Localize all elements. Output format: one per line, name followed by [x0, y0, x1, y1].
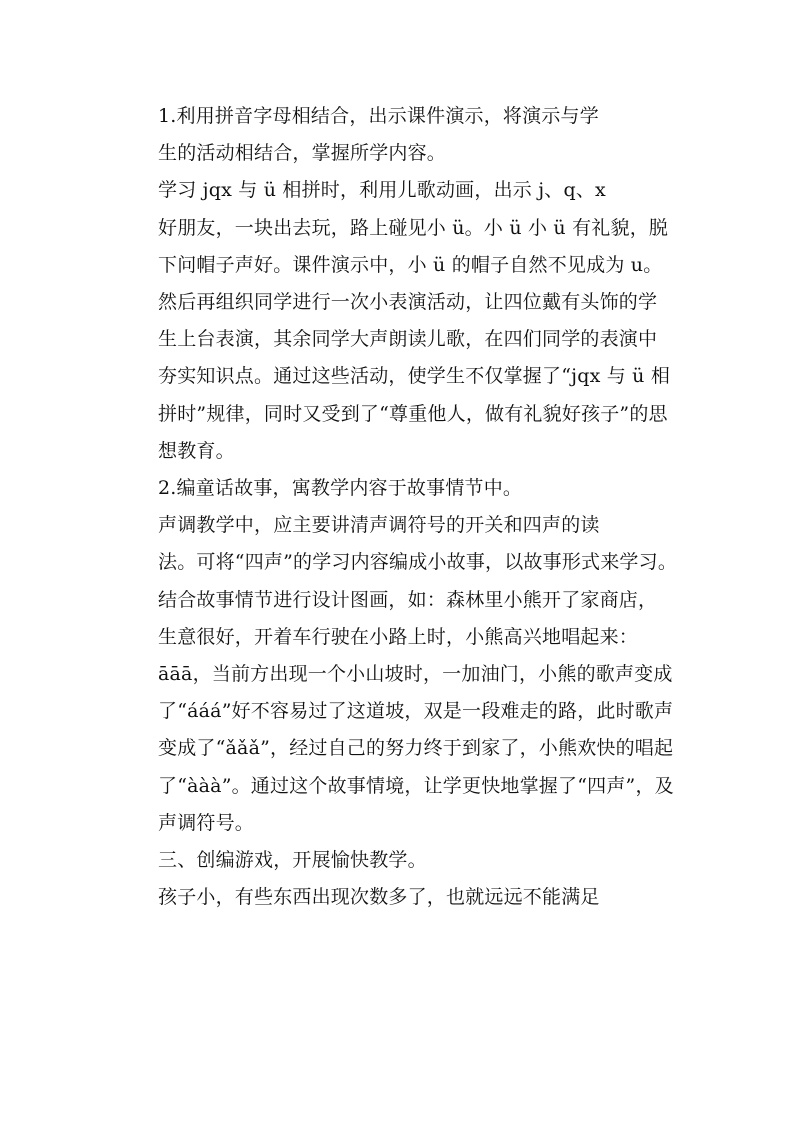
paragraph-2-line-2: 好朋友，一块出去玩，路上碰见小 ü。小 ü 小 ü 有礼貌，脱: [158, 216, 669, 239]
paragraph-2-line-6: 夯实知识点。通过这些活动，使学生不仅掌握了“jqx 与 ü 相: [158, 365, 671, 388]
paragraph-4-line-3: 结合故事情节进行设计图画，如：森林里小熊开了家商店，: [158, 588, 658, 611]
paragraph-3: [120, 470, 674, 507]
paragraph-2-line-1: 学习 jqx 与 ü 相拼时，利用儿歌动画，出示 j、q、x: [158, 179, 606, 202]
paragraph-4-line-5: āāā，当前方出现一个小山坡时，一加油门，小熊的歌声变成: [158, 663, 673, 686]
paragraph-1: [120, 98, 674, 172]
paragraph-3-line-1: 2.编童话故事，寓教学内容于故事情节中。: [158, 477, 523, 500]
paragraph-2-line-8: 想教育。: [158, 439, 235, 462]
section-heading: [120, 842, 674, 879]
paragraph-2-line-4: 然后再组织同学进行一次小表演活动，让四位戴有头饰的学: [158, 291, 658, 314]
document-body: [120, 98, 678, 916]
paragraph-4-line-9: 声调符号。: [158, 811, 255, 834]
paragraph-4: [120, 507, 678, 842]
paragraph-4-line-8: 了“ààà”。通过这个故事情境，让学更快地掌握了“四声”，及: [158, 774, 674, 797]
paragraph-2: [120, 172, 674, 470]
paragraph-4-line-7: 变成了“ǎǎǎ”，经过自己的努力终于到家了，小熊欢快的唱起: [158, 737, 674, 760]
section-heading-line: 三、创编游戏，开展愉快教学。: [158, 849, 427, 872]
paragraph-2-line-7: 拼时”规律，同时又受到了“尊重他人，做有礼貌好孩子”的思: [158, 402, 668, 425]
paragraph-4-line-4: 生意很好，开着车行驶在小路上时，小熊高兴地唱起来：: [158, 625, 639, 648]
paragraph-2-line-3: 下问帽子声好。课件演示中，小 ü 的帽子自然不见成为 u。: [158, 253, 663, 276]
paragraph-2-line-5: 生上台表演，其余同学大声朗读儿歌，在四们同学的表演中: [158, 328, 658, 351]
paragraph-5: [120, 879, 674, 916]
paragraph-4-line-2: 法。可将“四声”的学习内容编成小故事，以故事形式来学习。: [158, 551, 678, 574]
paragraph-1-line-2: 生的活动相结合，掌握所学内容。: [158, 142, 447, 165]
paragraph-5-line-1: 孩子小，有些东西出现次数多了，也就远远不能满足: [158, 886, 600, 909]
paragraph-1-line-1: 1.利用拼音字母相结合，出示课件演示，将演示与学: [158, 105, 599, 127]
paragraph-4-line-1: 声调教学中，应主要讲清声调符号的开关和四声的读: [158, 514, 600, 537]
paragraph-4-line-6: 了“ááá”好不容易过了这道坡，双是一段难走的路，此时歌声: [158, 700, 674, 723]
